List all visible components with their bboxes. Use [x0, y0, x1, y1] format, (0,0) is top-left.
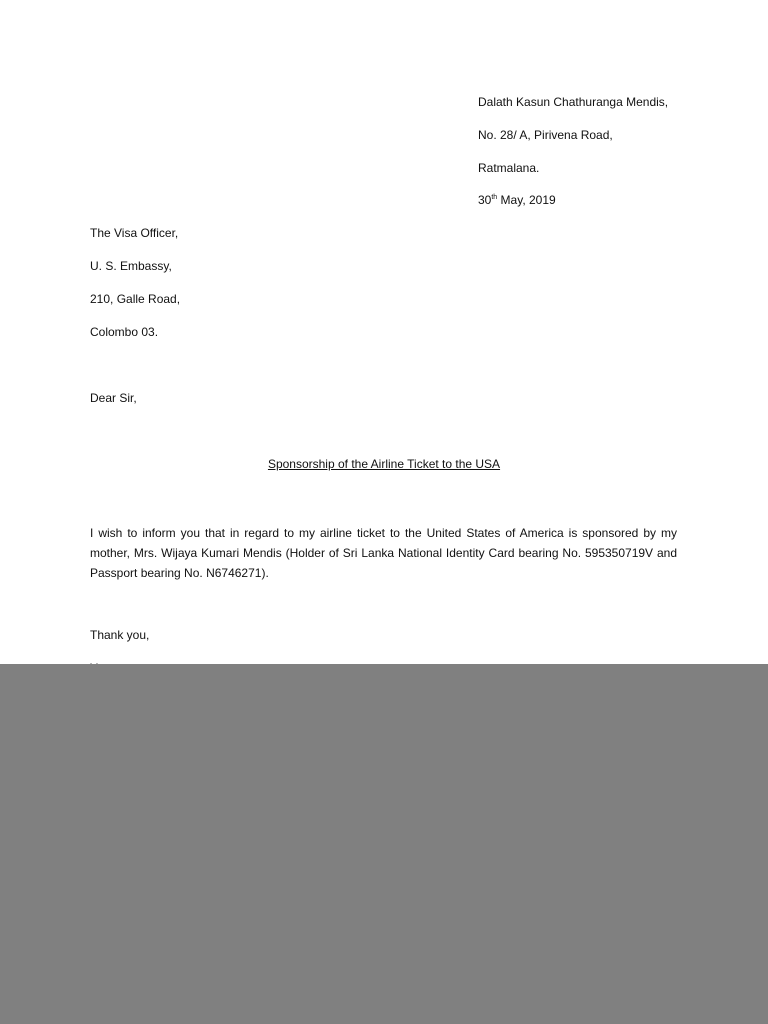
recipient-title: The Visa Officer,: [90, 226, 179, 240]
salutation: Dear Sir,: [90, 391, 137, 405]
closing: Thank you,: [90, 628, 150, 642]
preview-cover-overlay: [0, 664, 768, 1024]
recipient-city: Colombo 03.: [90, 325, 159, 339]
date-suffix: th: [491, 194, 498, 201]
subject-line: [0, 457, 768, 471]
body-paragraph: I wish to inform you that in regard to my airline ticket to the United States of America is sponsored by my mother, Mrs. Wijaya Kumari Mendis (Holder of Sri Lanka National Identity Card bearing No. 595350719V and Passport bearing No. N6746271).: [90, 526, 677, 580]
sender-address-line1: No. 28/ A, Pirivena Road,: [478, 128, 613, 142]
recipient-street: 210, Galle Road,: [90, 292, 181, 306]
recipient-organization: U. S. Embassy,: [90, 259, 172, 273]
sender-address-line2: Ratmalana.: [478, 161, 540, 175]
subject-text: Sponsorship of the Airline Ticket to the USA: [267, 457, 501, 471]
date-day: 30: [478, 193, 492, 207]
sender-name: Dalath Kasun Chathuranga Mendis,: [478, 95, 669, 109]
letter-date: [478, 193, 556, 207]
date-rest: May, 2019: [497, 193, 556, 207]
